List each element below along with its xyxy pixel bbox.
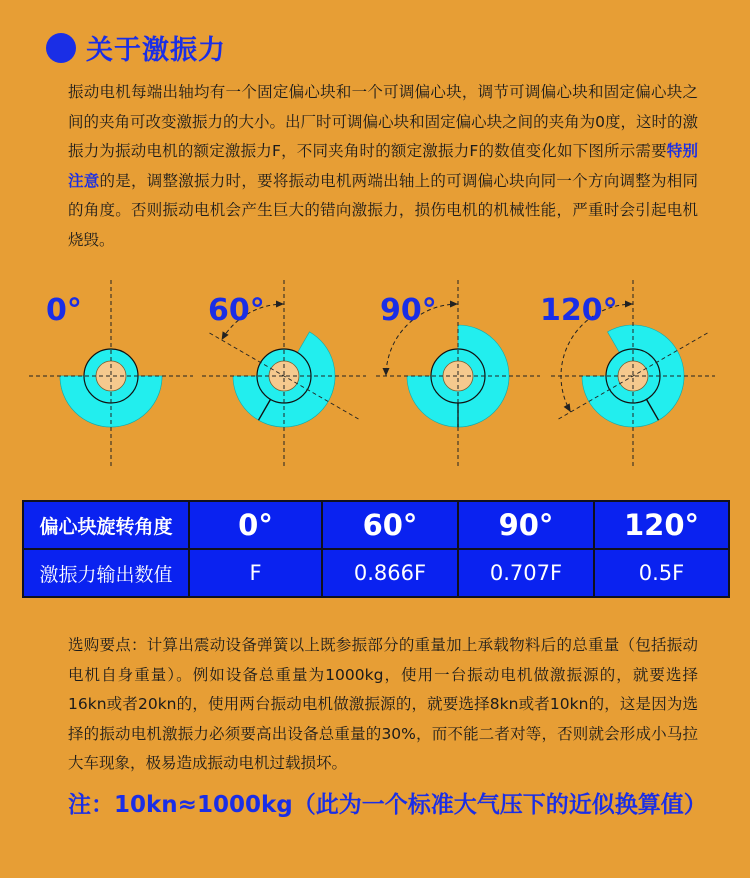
section-bullet-icon xyxy=(46,33,76,63)
diagram-60 xyxy=(202,280,366,466)
angle-cell: 0° xyxy=(189,501,322,549)
angle-label: 120° xyxy=(540,293,618,328)
angle-label: 90° xyxy=(380,293,437,328)
angle-label: 0° xyxy=(46,293,82,328)
arc-arrowhead-icon xyxy=(383,368,390,376)
angle-cell: 60° xyxy=(322,501,458,549)
diagram-0 xyxy=(29,280,193,466)
row-label-cell: 激振力输出数值 xyxy=(23,549,189,597)
intro-paragraph xyxy=(68,78,698,255)
arc-arrowhead-icon xyxy=(276,301,284,308)
diagram-120 xyxy=(540,280,715,466)
eccentric-block-diagrams xyxy=(0,270,750,475)
angle-cell: 120° xyxy=(594,501,729,549)
force-value-cell: F xyxy=(189,549,322,597)
table-header-row xyxy=(23,501,729,549)
force-value-cell: 0.5F xyxy=(594,549,729,597)
arc-arrowhead-icon xyxy=(625,301,633,308)
intro-text-end: 的是，调整激振力时，要将振动电机两端出轴上的可调偏心块向同一个方向调整为相同的角度。否则振动电机会产生巨大的错向激振力，损伤电机的机械性能，严重时会引起电机烧毁。 xyxy=(68,171,698,249)
arc-arrowhead-icon xyxy=(450,301,458,308)
table-value-row xyxy=(23,549,729,597)
arc-arrowhead-icon xyxy=(222,331,229,340)
exciting-force-table xyxy=(22,500,730,598)
header-label-cell: 偏心块旋转角度 xyxy=(23,501,189,549)
angle-label: 60° xyxy=(208,293,265,328)
diagram-90 xyxy=(376,280,540,466)
selection-note: 选购要点：计算出震动设备弹簧以上既参振部分的重量加上承载物料后的总重量（包括振动电机自身重量）。例如设备总重量为1000kg，使用一台振动电机做激振源的，就要选择16kn或者20kn的，使用两台振动电机做激振源的，就要选择8kn或者10kn的，这是因为选择的振动电机激振力必须要高出设备总重量的30%，而不能二者对等，否则就会形成小马拉大车现象，极易造成振动电机过载损坏。 xyxy=(68,636,698,772)
force-value-cell: 0.707F xyxy=(458,549,594,597)
conversion-footnote: 注：10kn≈1000kg（此为一个标准大气压下的近似换算值） xyxy=(68,792,707,818)
section-title: 关于激振力 xyxy=(86,35,226,66)
angle-cell: 90° xyxy=(458,501,594,549)
force-value-cell: 0.866F xyxy=(322,549,458,597)
intro-highlight: 特别注意 xyxy=(68,142,698,190)
intro-text-start: 振动电机每端出轴均有一个固定偏心块和一个可调偏心块，调节可调偏心块和固定偏心块之间的夹角可改变激振力的大小。出厂时可调偏心块和固定偏心块之间的夹角为0度，这时的激振力为振动电机的额定激振力F，不同夹角时的额定激振力F的数值变化如下图所示需要 xyxy=(68,83,698,160)
